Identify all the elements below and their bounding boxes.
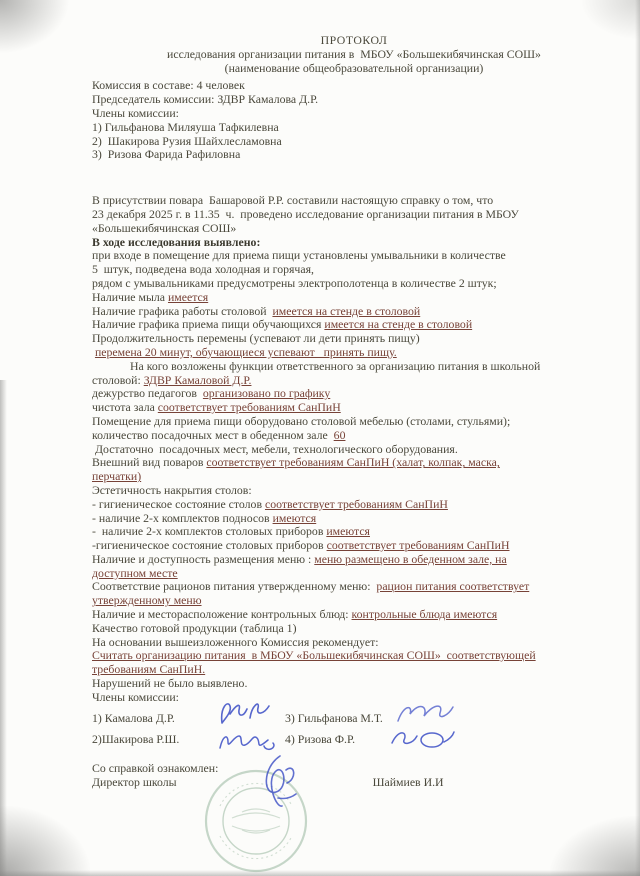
doc-line bbox=[92, 194, 616, 208]
text-segment: Наличие графика работы столовой bbox=[92, 303, 273, 318]
doc-line bbox=[92, 249, 616, 263]
doc-line bbox=[92, 539, 616, 553]
doc-line bbox=[92, 663, 616, 677]
member-name: 1) Камалова Д.Р. bbox=[92, 710, 175, 725]
doc-line bbox=[92, 121, 616, 135]
text-segment: Наличие и месторасположение контрольных блюд: bbox=[92, 607, 352, 622]
text-segment: рядом с умывальниками предусмотрены электрополотенца в количестве 2 штук; bbox=[92, 275, 497, 290]
text-segment: Комиссия в составе: 4 человек bbox=[92, 78, 245, 93]
text-segment: перчатки) bbox=[92, 469, 142, 484]
doc-line bbox=[92, 677, 616, 691]
text-segment: меню размещено в обеденном зале, на bbox=[314, 551, 507, 566]
text-segment: 5 штук, подведена вода холодная и горячая, bbox=[92, 262, 314, 277]
text-segment: На кого возложены функции ответственного за организацию питания в школьной bbox=[130, 358, 541, 373]
doc-line bbox=[92, 512, 616, 526]
doc-line bbox=[92, 443, 616, 457]
signature-kamalova bbox=[214, 697, 276, 729]
text-segment: имеются bbox=[272, 510, 317, 525]
document-body bbox=[92, 75, 616, 704]
doc-line bbox=[92, 594, 616, 608]
doc-line bbox=[92, 580, 616, 594]
doc-line bbox=[92, 429, 616, 443]
doc-line bbox=[92, 691, 616, 705]
text-segment: соответствует требованиям СанПиН bbox=[157, 400, 341, 415]
text-segment: контрольные блюда имеются bbox=[351, 607, 498, 622]
text-segment: рацион питания соответствует bbox=[376, 579, 530, 594]
doc-line bbox=[92, 236, 616, 250]
text-segment: «Большекибячинская СОШ» bbox=[92, 220, 237, 235]
text-segment: Продолжительность перемены (успевают ли дети принять пищу) bbox=[92, 331, 420, 346]
text-segment: имеется bbox=[167, 289, 209, 304]
text-segment: перемена 20 минут, обучающиеся успевают принять пищу. bbox=[94, 344, 397, 359]
doc-line bbox=[92, 318, 616, 332]
member-name: 3) Гильфанова М.Т. bbox=[285, 710, 383, 725]
acknowledgement-intro: Со справкой ознакомлен: bbox=[92, 760, 219, 775]
text-segment: Качество готовой продукции (таблица 1) bbox=[92, 620, 297, 635]
doc-line bbox=[92, 553, 616, 567]
text-segment: имеется на стенде в столовой bbox=[272, 303, 421, 318]
text-segment: - наличие 2-х комплектов столовых приборов bbox=[92, 524, 327, 539]
doc-line bbox=[92, 360, 616, 374]
text-segment: 60 bbox=[333, 427, 346, 442]
text-segment: чистота зала bbox=[92, 400, 158, 415]
doc-line bbox=[92, 332, 616, 346]
text-segment: организовано по графику bbox=[202, 386, 331, 401]
doc-line bbox=[92, 346, 616, 360]
director-row bbox=[92, 775, 616, 790]
text-segment: В ходе исследования выявлено: bbox=[92, 234, 261, 249]
doc-line bbox=[92, 387, 616, 401]
text-segment: при входе в помещение для приема пищи установлены умывальники в количестве bbox=[92, 248, 506, 263]
doc-line bbox=[92, 608, 616, 622]
text-segment: утвержденному меню bbox=[92, 593, 202, 608]
doc-line bbox=[92, 305, 616, 319]
text-segment: Наличие графика приема пищи обучающихся bbox=[92, 317, 325, 332]
text-segment: требованиям СанПиН. bbox=[92, 662, 206, 677]
signature-row bbox=[92, 708, 616, 729]
doc-line bbox=[92, 222, 616, 236]
committee-signature-rows bbox=[92, 708, 616, 750]
text-segment: соответствует требованиям СанПиН bbox=[326, 538, 510, 553]
text-segment: соответствует требованиям СанПиН bbox=[264, 496, 448, 511]
doc-line bbox=[92, 148, 616, 162]
doc-line bbox=[92, 401, 616, 415]
spacer bbox=[92, 162, 616, 194]
doc-line bbox=[92, 208, 616, 222]
doc-line bbox=[92, 622, 616, 636]
doc-line bbox=[92, 79, 616, 93]
document-subtitle: исследования организации питания в МБОУ «Большекибячинская СОШ» bbox=[167, 46, 541, 61]
org-name-note: (наименование общеобразовательной организации) bbox=[224, 60, 484, 75]
doc-line bbox=[92, 456, 616, 470]
text-segment: -гигиеническое состояние столовых приборов bbox=[92, 538, 327, 553]
text-segment: В присутствии повара Башаровой Р.Р. составили настоящую справку о том, что bbox=[92, 193, 494, 208]
text-segment: Председатель комиссии: ЗДВР Камалова Д.Р. bbox=[92, 92, 319, 107]
scan-shadow-bottom-edge bbox=[0, 870, 640, 876]
text-segment: - гигиеническое состояние столов bbox=[92, 496, 265, 511]
scan-shadow-bottom-left bbox=[0, 806, 90, 876]
doc-line bbox=[92, 135, 616, 149]
doc-line bbox=[92, 470, 616, 484]
doc-line bbox=[92, 567, 616, 581]
text-segment: Помещение для приема пищи оборудовано столовой мебелью (столами, стульями); bbox=[92, 413, 511, 428]
text-segment: Наличие мыла bbox=[92, 289, 168, 304]
text-segment: количество посадочных мест в обеденном зале bbox=[92, 427, 334, 442]
doc-line bbox=[92, 291, 616, 305]
text-segment: - наличие 2-х комплектов подносов bbox=[92, 510, 273, 525]
director-name: Шаймиев И.И bbox=[372, 775, 444, 790]
text-segment: Наличие и доступность размещения меню : bbox=[92, 551, 315, 566]
text-segment: имеются bbox=[326, 524, 370, 539]
scan-shadow-bottom-right bbox=[550, 816, 640, 876]
doc-line bbox=[92, 93, 616, 107]
doc-line bbox=[92, 415, 616, 429]
doc-line bbox=[92, 277, 616, 291]
doc-line bbox=[92, 484, 616, 498]
text-segment: имеется на стенде в столовой bbox=[324, 317, 473, 332]
signature-row bbox=[92, 729, 616, 750]
acknowledgement-block bbox=[92, 762, 616, 791]
text-segment: На основании вышеизложенного Комиссия рекомендует: bbox=[92, 634, 379, 649]
signature-rizova bbox=[386, 724, 458, 756]
text-segment: Члены комиссии: bbox=[92, 689, 179, 704]
member-name: 2)Шакирова Р.Ш. bbox=[92, 731, 180, 746]
doc-line bbox=[92, 525, 616, 539]
text-segment: 23 декабря 2025 г. в 11.35 ч. проведено исследование организации питания в МБОУ bbox=[92, 206, 519, 221]
document-title: ПРОТОКОЛ bbox=[320, 33, 388, 47]
text-segment: Считать организацию питания в МБОУ «Большекибячинская СОШ» соответствующей bbox=[92, 648, 536, 663]
doc-line bbox=[92, 107, 616, 121]
text-segment: соответствует требованиям СанПиН (халат, колпак, маска, bbox=[206, 455, 500, 470]
text-segment: дежурство педагогов bbox=[92, 386, 203, 401]
text-segment: 3) Ризова Фарида Рафиловна bbox=[92, 147, 241, 162]
text-segment: ЗДВР Камаловой Д.Р. bbox=[143, 372, 252, 387]
text-segment: столовой: bbox=[92, 372, 144, 387]
signature-director bbox=[248, 750, 310, 812]
text-segment: Соответствие рационов питания утвержденному меню: bbox=[92, 579, 377, 594]
text-segment: Эстетичность накрытия столов: bbox=[92, 482, 252, 497]
text-segment: Достаточно посадочных мест, мебели, технологического оборудования. bbox=[92, 441, 458, 456]
text-segment: Нарушений не было выявлено. bbox=[92, 676, 248, 691]
text-segment: доступном месте bbox=[92, 565, 178, 580]
text-segment: 1) Гильфанова Миляуша Тафкилевна bbox=[92, 119, 279, 134]
director-label: Директор школы bbox=[92, 775, 177, 790]
doc-line bbox=[92, 374, 616, 388]
doc-line bbox=[92, 636, 616, 650]
doc-line bbox=[92, 498, 616, 512]
member-name: 4) Ризова Ф.Р. bbox=[285, 731, 356, 746]
doc-line bbox=[92, 263, 616, 277]
text-segment: Внешний вид поваров bbox=[92, 455, 207, 470]
text-segment: 2) Шакирова Рузия Шайхлесламовна bbox=[92, 133, 282, 148]
text-segment: Члены комиссии: bbox=[92, 105, 179, 120]
doc-line bbox=[92, 649, 616, 663]
